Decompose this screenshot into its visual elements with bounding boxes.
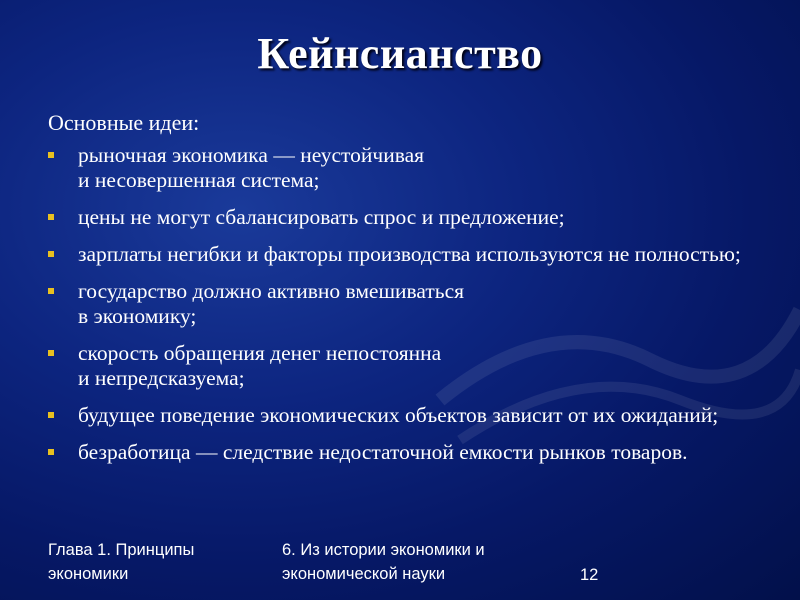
list-item	[48, 143, 768, 193]
bullet-text: будущее поведение экономических объектов зависит от их ожиданий;	[78, 403, 719, 427]
list-item	[48, 279, 768, 329]
bullet-square-icon	[48, 288, 54, 294]
bullet-text: рыночная экономика — неустойчивая и несовершенная система;	[78, 143, 425, 192]
bullet-text: скорость обращения денег непостоянна и непредсказуема;	[78, 341, 442, 390]
bullet-text: зарплаты негибки и факторы производства используются не полностью;	[78, 242, 741, 266]
subheading: Основные идеи:	[48, 110, 200, 135]
page-number: 12	[580, 566, 599, 584]
bullet-list	[48, 143, 768, 477]
list-item	[48, 440, 768, 465]
bullet-text: цены не могут сбалансировать спрос и предложение;	[78, 205, 565, 229]
list-item	[48, 205, 768, 230]
bullet-square-icon	[48, 152, 54, 158]
bullet-square-icon	[48, 449, 54, 455]
footer-section: 6. Из истории экономики и экономической науки	[282, 541, 485, 583]
bullet-square-icon	[48, 412, 54, 418]
bullet-square-icon	[48, 214, 54, 220]
bullet-square-icon	[48, 251, 54, 257]
slide-title: Кейнсианство	[257, 29, 543, 78]
footer-chapter: Глава 1. Принципы экономики	[48, 541, 195, 583]
list-item	[48, 341, 768, 391]
list-item	[48, 403, 768, 428]
bullet-square-icon	[48, 350, 54, 356]
bullet-text: государство должно активно вмешиваться в экономику;	[78, 279, 465, 328]
list-item	[48, 242, 768, 267]
bullet-text: безработица — следствие недостаточной емкости рынков товаров.	[78, 440, 688, 464]
